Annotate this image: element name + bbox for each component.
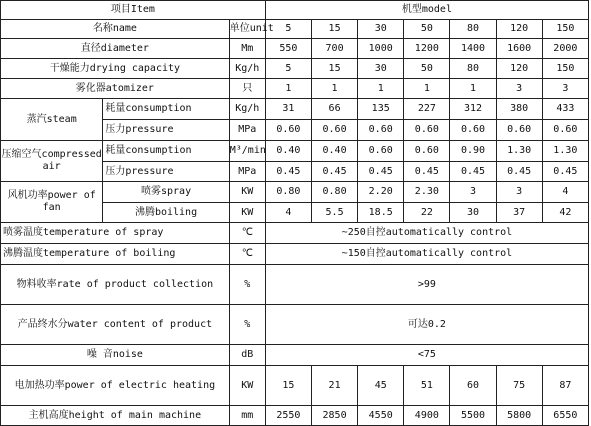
row-boiling-temperature xyxy=(1,244,589,265)
row-label: 干燥能力drying capacity xyxy=(1,59,230,79)
value-cell: 60 xyxy=(450,366,496,406)
value-cell: 1 xyxy=(358,79,404,99)
row-unit: MPa xyxy=(229,162,265,182)
row-unit: Kg/h xyxy=(229,59,265,79)
value-cell: 700 xyxy=(312,39,358,59)
row-steam-consumption xyxy=(1,99,589,120)
row-air-consumption xyxy=(1,141,589,162)
value-cell: 0.45 xyxy=(496,162,542,182)
value-cell: 1.30 xyxy=(542,141,588,162)
row-label: 名称name xyxy=(1,20,230,39)
header-model-cell: 机型model xyxy=(265,1,588,20)
value-cell: 0.45 xyxy=(450,162,496,182)
value-cell: 3 xyxy=(542,79,588,99)
value-cell: 75 xyxy=(496,366,542,406)
value-cell: 2000 xyxy=(542,39,588,59)
value-cell: 0.40 xyxy=(265,141,311,162)
value-cell: 0.45 xyxy=(312,162,358,182)
value-cell: 2.20 xyxy=(358,182,404,203)
header-item-cell: 项目Item xyxy=(1,1,266,20)
value-cell: 433 xyxy=(542,99,588,120)
value-cell: 1000 xyxy=(358,39,404,59)
row-unit: dB xyxy=(229,345,265,366)
value-cell: 15 xyxy=(312,20,358,39)
row-unit: ℃ xyxy=(229,244,265,265)
row-label: 电加热功率power of electric heating xyxy=(1,366,230,406)
row-label: 压力pressure xyxy=(103,120,229,141)
row-unit: Mm xyxy=(229,39,265,59)
value-cell: 31 xyxy=(265,99,311,120)
steam-group-label: 蒸汽steam xyxy=(1,99,103,141)
value-cell: 87 xyxy=(542,366,588,406)
value-cell: 5 xyxy=(265,59,311,79)
row-unit: KW xyxy=(229,182,265,203)
merged-value-cell: >99 xyxy=(265,265,588,305)
row-name xyxy=(1,20,589,39)
value-cell: 0.60 xyxy=(312,120,358,141)
row-unit: % xyxy=(229,265,265,305)
row-unit: KW xyxy=(229,203,265,223)
value-cell: 2550 xyxy=(265,406,311,426)
row-spray-temperature xyxy=(1,223,589,244)
value-cell: 15 xyxy=(265,366,311,406)
value-cell: 0.60 xyxy=(358,120,404,141)
row-label: 压力pressure xyxy=(103,162,229,182)
value-cell: 3 xyxy=(496,182,542,203)
value-cell: 30 xyxy=(358,20,404,39)
row-unit: 单位unit xyxy=(229,20,265,39)
value-cell: 0.60 xyxy=(358,141,404,162)
row-unit: % xyxy=(229,305,265,345)
value-cell: 80 xyxy=(450,20,496,39)
value-cell: 5.5 xyxy=(312,203,358,223)
row-unit: KW xyxy=(229,366,265,406)
row-noise xyxy=(1,345,589,366)
value-cell: 37 xyxy=(496,203,542,223)
value-cell: 0.60 xyxy=(496,120,542,141)
value-cell: 0.60 xyxy=(542,120,588,141)
value-cell: 0.45 xyxy=(404,162,450,182)
row-label: 物料收率rate of product collection xyxy=(1,265,230,305)
merged-value-cell: ~250自控automatically control xyxy=(265,223,588,244)
value-cell: 50 xyxy=(404,20,450,39)
value-cell: 0.80 xyxy=(265,182,311,203)
value-cell: 0.45 xyxy=(358,162,404,182)
row-unit: ℃ xyxy=(229,223,265,244)
row-label: 耗量consumption xyxy=(103,99,229,120)
row-label: 噪 音noise xyxy=(1,345,230,366)
row-drying-capacity xyxy=(1,59,589,79)
value-cell: 150 xyxy=(542,20,588,39)
value-cell: 15 xyxy=(312,59,358,79)
value-cell: 5500 xyxy=(450,406,496,426)
value-cell: 30 xyxy=(450,203,496,223)
value-cell: 0.45 xyxy=(542,162,588,182)
value-cell: 45 xyxy=(358,366,404,406)
value-cell: 4 xyxy=(265,203,311,223)
value-cell: 80 xyxy=(450,59,496,79)
row-product-collection xyxy=(1,265,589,305)
value-cell: 1 xyxy=(265,79,311,99)
value-cell: 30 xyxy=(358,59,404,79)
row-label: 喷雾spray xyxy=(103,182,229,203)
row-label: 沸腾boiling xyxy=(103,203,229,223)
value-cell: 0.60 xyxy=(265,120,311,141)
row-diameter xyxy=(1,39,589,59)
value-cell: 2850 xyxy=(312,406,358,426)
value-cell: 50 xyxy=(404,59,450,79)
value-cell: 2.30 xyxy=(404,182,450,203)
row-water-content xyxy=(1,305,589,345)
value-cell: 51 xyxy=(404,366,450,406)
row-unit: M³/min xyxy=(229,141,265,162)
value-cell: 1.30 xyxy=(496,141,542,162)
row-label: 雾化器atomizer xyxy=(1,79,230,99)
merged-value-cell: <75 xyxy=(265,345,588,366)
value-cell: 4550 xyxy=(358,406,404,426)
header-row xyxy=(1,1,589,20)
row-label: 主机高度height of main machine xyxy=(1,406,230,426)
value-cell: 3 xyxy=(450,182,496,203)
value-cell: 5 xyxy=(265,20,311,39)
value-cell: 3 xyxy=(496,79,542,99)
value-cell: 0.45 xyxy=(265,162,311,182)
fan-group-label: 风机功率power of fan xyxy=(1,182,103,223)
row-label: 沸腾温度temperature of boiling xyxy=(1,244,230,265)
row-label: 产品终水分water content of product xyxy=(1,305,230,345)
merged-value-cell: ~150自控automatically control xyxy=(265,244,588,265)
row-label: 喷雾温度temperature of spray xyxy=(1,223,230,244)
value-cell: 1 xyxy=(312,79,358,99)
value-cell: 1600 xyxy=(496,39,542,59)
value-cell: 550 xyxy=(265,39,311,59)
value-cell: 4900 xyxy=(404,406,450,426)
row-label: 直径diameter xyxy=(1,39,230,59)
value-cell: 120 xyxy=(496,59,542,79)
row-label: 耗量consumption xyxy=(103,141,229,162)
value-cell: 0.60 xyxy=(404,120,450,141)
row-electric-heating xyxy=(1,366,589,406)
value-cell: 0.60 xyxy=(450,120,496,141)
row-unit: Kg/h xyxy=(229,99,265,120)
value-cell: 150 xyxy=(542,59,588,79)
air-group-label: 压缩空气compressed air xyxy=(1,141,103,182)
value-cell: 21 xyxy=(312,366,358,406)
value-cell: 227 xyxy=(404,99,450,120)
value-cell: 1200 xyxy=(404,39,450,59)
value-cell: 380 xyxy=(496,99,542,120)
value-cell: 135 xyxy=(358,99,404,120)
row-unit: 只 xyxy=(229,79,265,99)
row-atomizer xyxy=(1,79,589,99)
row-unit: MPa xyxy=(229,120,265,141)
value-cell: 0.60 xyxy=(404,141,450,162)
value-cell: 42 xyxy=(542,203,588,223)
value-cell: 22 xyxy=(404,203,450,223)
value-cell: 0.90 xyxy=(450,141,496,162)
value-cell: 5800 xyxy=(496,406,542,426)
value-cell: 4 xyxy=(542,182,588,203)
value-cell: 0.40 xyxy=(312,141,358,162)
row-machine-height xyxy=(1,406,589,426)
value-cell: 312 xyxy=(450,99,496,120)
value-cell: 120 xyxy=(496,20,542,39)
value-cell: 6550 xyxy=(542,406,588,426)
row-fan-spray xyxy=(1,182,589,203)
value-cell: 18.5 xyxy=(358,203,404,223)
value-cell: 0.80 xyxy=(312,182,358,203)
merged-value-cell: 可达0.2 xyxy=(265,305,588,345)
value-cell: 1 xyxy=(450,79,496,99)
value-cell: 1400 xyxy=(450,39,496,59)
value-cell: 66 xyxy=(312,99,358,120)
value-cell: 1 xyxy=(404,79,450,99)
row-unit: mm xyxy=(229,406,265,426)
